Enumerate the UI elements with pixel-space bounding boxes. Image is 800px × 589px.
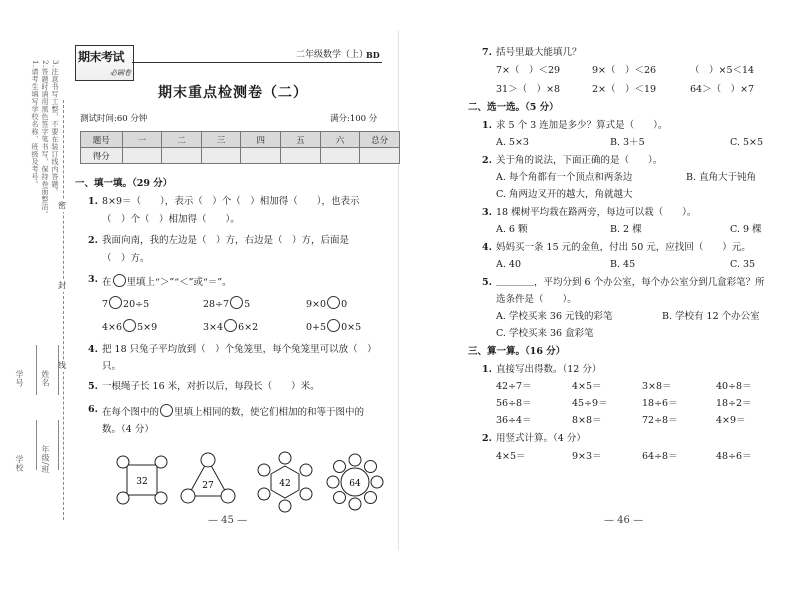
s1-text: 直接写出得数。（12 分）: [496, 364, 602, 375]
q3-item-left: 0+5: [306, 322, 327, 333]
q3-item-right: 5×9: [137, 322, 158, 333]
q3-item-right: 6×2: [238, 322, 259, 333]
score-head-4: 四: [241, 132, 281, 148]
compare-circle-icon[interactable]: [327, 319, 340, 332]
binding-notice-2: 2.答题时请用黑色签字笔书写，保持卷面整洁。: [41, 60, 49, 218]
c5-opt-c[interactable]: C. 学校买来 36 盒彩笔: [496, 328, 594, 339]
s1-r1-b[interactable]: 4×5＝: [572, 381, 602, 392]
q3-item-left: 7: [102, 299, 109, 310]
c3-text: 18 棵树平均栽在路两旁，每边可以栽（ ）。: [496, 207, 697, 218]
binding-notice-1: 1.请考生填写学校名称、班级及考号。: [31, 60, 39, 188]
q6-text-b: 里填上相同的数，使它们相加的和等于图中的: [174, 407, 365, 418]
field-line-xuehao: [36, 345, 37, 395]
q4-line-1: 把 18 只兔子平均放到（ ）个兔笼里，每个兔笼里可以放（ ）: [102, 344, 377, 355]
c3-opt-c[interactable]: C. 9 棵: [730, 224, 762, 235]
s1-r3-b[interactable]: 8×8＝: [572, 415, 602, 426]
q6-line-1: [102, 404, 364, 419]
q4-line-2: 只。: [102, 361, 122, 372]
section-3-title: 三、算一算。（16 分）: [468, 346, 566, 357]
score-head-2: 二: [162, 132, 202, 148]
c4-text: 妈妈买一条 15 元的金鱼，付出 50 元，应找回（ ）元。: [496, 242, 751, 253]
q3-item-1: [102, 296, 149, 311]
c2-opt-b[interactable]: B. 直角大于钝角: [686, 172, 757, 183]
figure-hexagon: [258, 452, 312, 512]
s2-b[interactable]: 9×3＝: [572, 451, 602, 462]
q3-text-a: 在: [102, 277, 112, 288]
figure-triangle: [181, 453, 235, 503]
field-name: 姓名: [41, 370, 50, 387]
compare-circle-icon[interactable]: [327, 296, 340, 309]
page-number-left: — 45 —: [208, 515, 248, 526]
binding-notice-3: 3.注意书写工整，不要在装订线内答题。: [51, 60, 59, 196]
s1-number: 1.: [482, 364, 492, 375]
q3-item-left: 28÷7: [203, 299, 230, 310]
q5-line: 一根绳子长 16 米，对折以后，每段长（ ）米。: [102, 381, 320, 392]
cut-mark-mi: 密: [58, 201, 66, 210]
c2-number: 2.: [482, 155, 492, 166]
s1-r3-c[interactable]: 72÷8＝: [642, 415, 678, 426]
q3-item-left: 4×6: [102, 322, 123, 333]
q3-item-right: 0: [341, 299, 348, 310]
c2-opt-c[interactable]: C. 角两边叉开的越大，角就越大: [496, 189, 633, 200]
q3-item-4: [102, 319, 157, 334]
field-school: 学校: [15, 455, 24, 472]
time-label: 测试时间:60 分钟: [80, 114, 148, 124]
s2-number: 2.: [482, 433, 492, 444]
score-label: 满分:100 分: [330, 114, 378, 124]
q7-r2-c: 64＞（ ）×7: [690, 84, 755, 95]
s1-r3-d[interactable]: 4×9＝: [716, 415, 746, 426]
q7-number: 7.: [482, 47, 492, 58]
c3-opt-b[interactable]: B. 2 棵: [610, 224, 642, 235]
s1-r2-d[interactable]: 18÷2＝: [716, 398, 752, 409]
c1-opt-c[interactable]: C. 5×5: [730, 137, 764, 148]
field-line-class: [58, 420, 59, 470]
score-cell[interactable]: [201, 148, 241, 164]
q7-r2-b: 2×（ ）＜19: [592, 84, 657, 95]
score-head-7: 总分: [360, 132, 400, 148]
q3-item-right: 5: [244, 299, 251, 310]
score-cell[interactable]: [360, 148, 400, 164]
compare-circle-icon[interactable]: [230, 296, 243, 309]
s1-r2-b[interactable]: 45÷9＝: [572, 398, 608, 409]
compare-circle-icon[interactable]: [109, 296, 122, 309]
q3-item-left: 3×4: [203, 322, 224, 333]
q6-number: 6.: [88, 404, 98, 415]
score-head-0: 题号: [81, 132, 123, 148]
q2-line-2: （ ）方。: [102, 253, 150, 264]
figure-number-2: 27: [202, 481, 214, 491]
q2-number: 2.: [88, 235, 98, 246]
q7-text: 括号里最大能填几？: [496, 47, 582, 58]
score-table: [80, 131, 400, 164]
c4-opt-c[interactable]: C. 35: [730, 259, 756, 270]
score-head-6: 六: [320, 132, 360, 148]
exam-logo: [75, 45, 134, 81]
s2-a[interactable]: 4×5＝: [496, 451, 526, 462]
q3-text-b: 里填上“＞”“＜”或“＝”。: [126, 277, 232, 288]
c5-line-2: 选条件是（ ）。: [496, 294, 577, 305]
q4-number: 4.: [88, 344, 98, 355]
q2-line-1: 我面向南，我的左边是（ ）方，右边是（ ）方，后面是: [102, 235, 350, 246]
score-cell[interactable]: [281, 148, 321, 164]
section-2-title: 二、选一选。（5 分）: [468, 102, 559, 113]
score-row-label: 得分: [81, 148, 123, 164]
s1-r3-a[interactable]: 36÷4＝: [496, 415, 532, 426]
score-cell[interactable]: [320, 148, 360, 164]
binding-cut-line: [63, 100, 64, 520]
q6-text-a: 在每个图中的: [102, 407, 160, 418]
q5-number: 5.: [88, 381, 98, 392]
c3-opt-a[interactable]: A. 6 颗: [496, 224, 528, 235]
q3-item-6: [306, 319, 361, 334]
q3-number: 3.: [88, 274, 98, 285]
compare-circle-icon[interactable]: [123, 319, 136, 332]
score-head-1: 一: [122, 132, 162, 148]
q6-line-2: 数。（4 分）: [102, 424, 154, 435]
figure-number-3: 42: [279, 479, 291, 489]
q3-item-2: [203, 296, 250, 311]
s1-r2-a[interactable]: 56÷8＝: [496, 398, 532, 409]
q7-r1-a: 7×（ ）＜29: [496, 65, 561, 76]
c1-opt-a[interactable]: A. 5×3: [496, 137, 529, 148]
field-line-school: [36, 420, 37, 470]
page-number-right: — 46 —: [604, 515, 644, 526]
header-edition: BD: [366, 50, 380, 60]
c1-opt-b[interactable]: B. 3＋5: [610, 137, 645, 148]
figure-number-1: 32: [136, 477, 148, 487]
q3-line: [102, 274, 232, 289]
s2-text: 用竖式计算。（4 分）: [496, 433, 586, 444]
c3-number: 3.: [482, 207, 492, 218]
q1-line-1: 8×9＝（ ），表示（ ）个（ ）相加得（ ），也表示: [102, 196, 360, 207]
q3-item-5: [203, 319, 258, 334]
circle-blank-icon: [113, 274, 126, 287]
s1-r1-a[interactable]: 42÷7＝: [496, 381, 532, 392]
score-cell[interactable]: [122, 148, 162, 164]
logo-sub: 必刷卷: [110, 69, 131, 77]
q3-item-right: 0×5: [341, 322, 362, 333]
page-46: [400, 0, 800, 589]
field-line-name: [58, 345, 59, 395]
figure-number-4: 64: [349, 479, 361, 489]
s1-r1-d[interactable]: 40÷8＝: [716, 381, 752, 392]
q7-r1-b: 9×（ ）＜26: [592, 65, 657, 76]
logo-main: 期末考试: [78, 50, 125, 64]
c1-text: 求 5 个 3 连加是多少？算式是（ ）。: [496, 120, 668, 131]
section-1-title: 一、填一填。（29 分）: [75, 178, 173, 189]
s2-d[interactable]: 48÷6＝: [716, 451, 752, 462]
c5-opt-b[interactable]: B. 学校有 12 个办公室: [662, 311, 760, 322]
q3-item-left: 9×0: [306, 299, 327, 310]
q7-r1-c: （ ）×5＜14: [690, 65, 755, 76]
q3-item-3: [306, 296, 347, 311]
q1-number: 1.: [88, 196, 98, 207]
q1-line-2: （ ）个（ ）相加得（ ）。: [102, 214, 240, 225]
c5-number: 5.: [482, 277, 492, 288]
circle-blank-icon: [160, 404, 173, 417]
compare-circle-icon[interactable]: [224, 319, 237, 332]
score-cell[interactable]: [241, 148, 281, 164]
score-head-5: 五: [281, 132, 321, 148]
field-xuehao: 学号: [15, 370, 24, 387]
s1-r2-c[interactable]: 18÷6＝: [642, 398, 678, 409]
c1-number: 1.: [482, 120, 492, 131]
q3-item-right: 20÷5: [123, 299, 150, 310]
c5-line-1: ＿＿＿＿，平均分到 6 个办公室，每个办公室分到几盒彩笔？所: [496, 277, 765, 288]
field-class: 年级/班: [41, 445, 50, 474]
c2-opt-a[interactable]: A. 每个角都有一个顶点和两条边: [496, 172, 633, 183]
cut-mark-xian: 线: [58, 361, 66, 370]
c4-opt-b[interactable]: B. 45: [610, 259, 636, 270]
figure-square: [117, 456, 167, 504]
c2-text: 关于角的说法，下面正确的是（ ）。: [496, 155, 663, 166]
header-course: 二年级数学（上）: [296, 50, 369, 60]
s2-c[interactable]: 64÷8＝: [642, 451, 678, 462]
cut-mark-feng: 封: [58, 281, 66, 290]
exam-title: 期末重点检测卷（二）: [158, 85, 308, 101]
q7-r2-a: 31＞（ ）×8: [496, 84, 561, 95]
c4-opt-a[interactable]: A. 40: [496, 259, 521, 270]
c5-opt-a[interactable]: A. 学校买来 36 元钱的彩笔: [496, 311, 613, 322]
header-rule: [132, 62, 382, 63]
s1-r1-c[interactable]: 3×8＝: [642, 381, 672, 392]
q6-figures: [110, 446, 400, 516]
score-cell[interactable]: [162, 148, 202, 164]
score-head-3: 三: [201, 132, 241, 148]
figure-octagon: [327, 454, 383, 510]
c4-number: 4.: [482, 242, 492, 253]
